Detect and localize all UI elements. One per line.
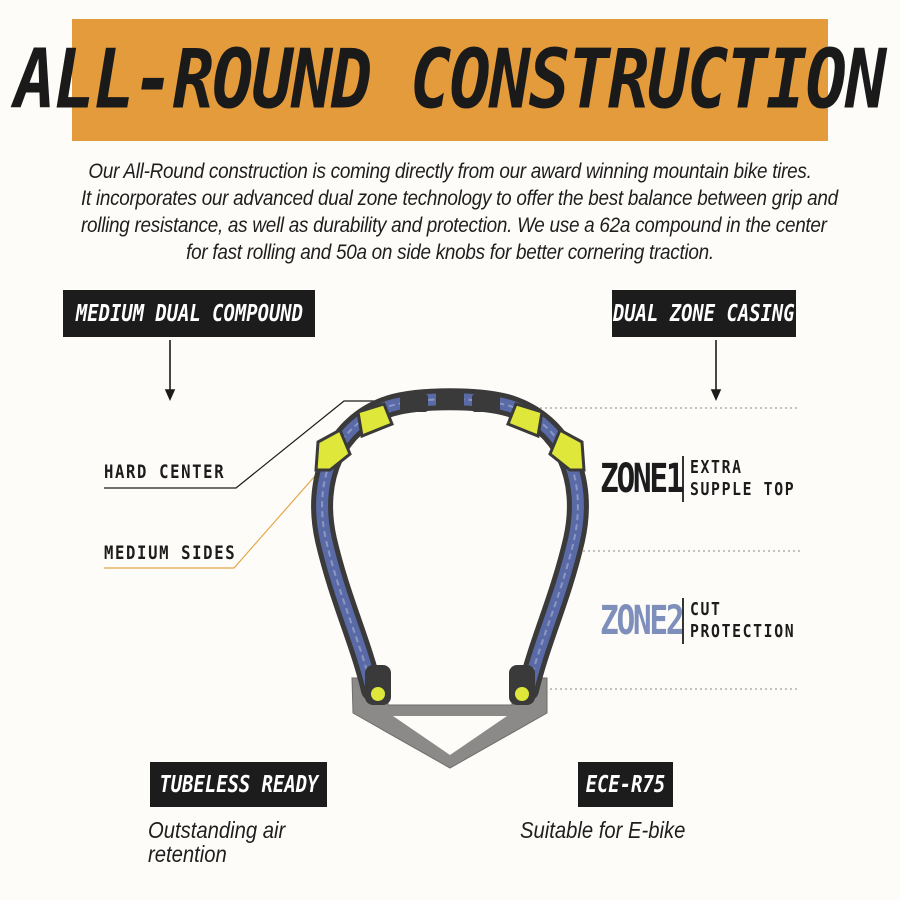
zone-desc-line: CUT — [690, 599, 722, 620]
zone-desc-line: PROTECTION — [690, 621, 796, 642]
zone1-callout — [600, 456, 818, 502]
caption-line: Outstanding air — [148, 817, 286, 843]
zone2-callout — [600, 598, 818, 644]
medium-dual-compound-tag — [63, 290, 315, 337]
zone-desc-line: SUPPLE TOP — [690, 479, 796, 500]
compound-arrow — [166, 340, 174, 399]
medium-sides-label — [104, 542, 265, 564]
hard-center-label — [104, 461, 252, 483]
intro-line: It incorporates our advanced dual zone technology to offer the best balance between grip and — [81, 187, 838, 210]
tag-label: MEDIUM DUAL COMPOUND — [75, 300, 303, 327]
tire-beads — [365, 665, 535, 705]
label-text: HARD CENTER — [104, 461, 226, 483]
zone2-description — [690, 599, 795, 643]
ece-caption — [520, 818, 708, 842]
page-title: ALL-ROUND CONSTRUCTION — [14, 32, 886, 128]
tag-label: ECE-R75 — [585, 771, 666, 798]
intro-line: Our All-Round construction is coming directly from our award winning mountain bike tires. — [88, 160, 812, 183]
label-text: MEDIUM SIDES — [104, 542, 237, 564]
zone1-description — [690, 457, 795, 501]
dual-zone-casing-tag — [612, 290, 796, 337]
caption-line: retention — [148, 841, 227, 867]
intro-line: for fast rolling and 50a on side knobs for better cornering traction. — [186, 241, 714, 264]
zone-divider — [682, 456, 684, 502]
tubeless-ready-tag — [150, 762, 327, 807]
zone-divider — [682, 598, 684, 644]
intro-line: rolling resistance, as well as durability and protection. We use a 62a compound in the center — [81, 214, 827, 237]
tag-label: DUAL ZONE CASING — [613, 300, 795, 327]
caption-line: Suitable for E-bike — [520, 817, 686, 843]
zone2-name: ZONE2 — [600, 598, 683, 644]
zone-desc-line: EXTRA — [690, 457, 743, 478]
casing-arrow — [712, 340, 720, 399]
tire-casing-blue — [322, 399, 578, 690]
tubeless-caption — [148, 818, 348, 866]
center-tread-knobs — [400, 391, 500, 412]
tag-label: TUBELESS READY — [159, 771, 318, 798]
zone1-name: ZONE1 — [600, 456, 683, 502]
ece-r75-tag — [578, 762, 673, 807]
